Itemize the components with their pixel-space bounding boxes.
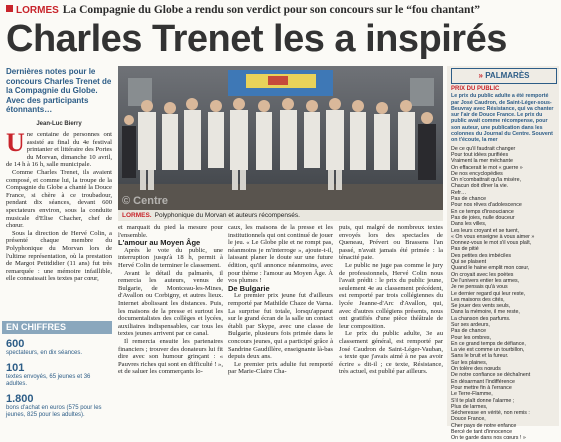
poem-line: Vraiment la mer méchante <box>451 158 513 165</box>
poem-line: On n'combattrait qu'la misère, <box>451 177 522 184</box>
figure-number: 1.800 <box>6 393 34 405</box>
kicker-text: La Compagnie du Globe a rendu son verdict pour son concours sur le “fou chantant” <box>62 4 481 16</box>
poem-line: Dans les villes, <box>451 221 487 228</box>
poem-line: On croyait avec les poètes <box>451 271 514 278</box>
poem-line: Le dernier regard qui leur reste, <box>451 290 526 297</box>
figure-description: textes envoyés, 65 jeunes et 36 adultes. <box>6 374 91 387</box>
article-paragraph: et marquait du pied la mesure pour l'ensemble. <box>118 224 223 239</box>
poem-line: Sécheresse en vérité, non remis : <box>451 410 530 417</box>
article-paragraph: Le prix du public adulte, 3e au classement général, est remporté par José Caudron de Saint-Léger-Vauban, « texte que j'avais aimé à ne pas avoir écrire » dit-il ; ce texte, Résistance, très actuel, est publié par ailleurs. <box>339 330 443 376</box>
drop-cap: U <box>6 128 25 157</box>
article-paragraph: Une centaine de personnes ont assisté au final du 4e festival printanier et littéraire des Portes du Morvan, dimanche 10 avril, de 14 h à 16 h, salle municipale. <box>6 128 112 169</box>
poem-line: « On vous enseigne à vous aimer » <box>451 233 535 240</box>
poem-line: Donnez-vous le mot s'il vous plaît, <box>451 240 532 247</box>
article-column-1 <box>6 128 112 311</box>
poem-line: Sur ses ardeurs, <box>451 321 490 328</box>
headline: Charles Trenet les a inspirés <box>6 18 507 60</box>
poem-line: Plus de larmes, <box>451 403 488 410</box>
poem-line: Cher pays de notre enfance <box>451 422 517 429</box>
poem-line: Pas de joies, nulle douceur <box>451 214 515 221</box>
article-paragraph: Après le vote du public, une interruption jusqu'à 18 h, permit à Hervé Colin de terminer le classement. <box>118 246 223 269</box>
poem-line: En ce temps d'insouciance <box>451 208 514 215</box>
caption-location: LORMES. <box>122 212 152 219</box>
kicker <box>6 3 556 17</box>
photo-watermark: © Centre <box>122 195 169 207</box>
poem-line: Refr… <box>451 189 467 196</box>
article-paragraph: Sous la direction de Hervé Colin, a présenté chaque membre du Polyphonique du Morvan lors de l'ultime représentation, où la prestation de Margot Petitdidier (11 ans) fut très remarquée : une mémoire infaillible, elle connaissait les textes par cœur, <box>6 229 112 283</box>
article-paragraph: Le premier prix adulte fut remporté par Marie-Claire Cha- <box>228 360 333 376</box>
palmares-label: PRIX DU PUBLIC <box>451 86 500 92</box>
article-paragraph: Le premier prix jeune fut d'ailleurs remporté par Mathilde Chaze de Varna. La surprise fut totale, lorsqu'apparut sur le grand écran de la salle un contact établi par Skype, avec une classe de Bulgarie, plusieurs fois primée dans le concours jeunes, qui a participé grâce à Sandrine Gaudillère, enseignante là-bas depuis deux ans. <box>228 292 333 361</box>
figure-item <box>6 362 112 388</box>
palmares-intro: Le prix du public adulte a été remporté par José Caudron, de Saint-Léger-sous-Beuvray avec Résistance, qui va chanter sur l'air de Douce France. Le prix du public avait comme récompense, pour son auteur, une publication dans les colonnes du Journal du Centre. Souvent on t'écoute, la mer <box>451 93 554 144</box>
choir-photo <box>118 66 443 210</box>
figure-number: 600 <box>6 338 25 350</box>
byline: Jean-Luc Bierry <box>36 121 82 127</box>
poem-line: Des petites des imbéciles <box>451 252 512 259</box>
article-paragraph: puis, qui malgré de nombreux textes envoyés lors des spectacles de Queneau, Prévert ou Brassens l'an passé, n'avait jamais été primée : la ténacité paie. <box>339 224 443 262</box>
poem-line: De nos encyclopédies <box>451 170 503 177</box>
article-column-2 <box>118 224 223 424</box>
poem-line: Le Terre-Flamme, <box>451 391 493 398</box>
poem-line: S'il te plaît donne l'alarme ; <box>451 397 515 404</box>
poem-line: Je ne pensais qu'à vous <box>451 284 508 291</box>
choir-photo-image <box>118 66 443 210</box>
figures-box-title: EN CHIFFRES <box>2 321 112 334</box>
figure-description: spectateurs, en dix séances. <box>6 350 83 356</box>
figure-item <box>6 338 112 357</box>
figure-item <box>6 393 112 419</box>
poem-line: Se jouer des vents seuls, <box>451 303 511 310</box>
poem-line: Quand le haine emplit mon cœur, <box>451 265 530 272</box>
chapo: Dernières notes pour le concours Charles Trenet de la Compagnie du Globe. Avec des participants étonnants… <box>6 67 112 115</box>
poem-line: De ce qu'il faudrait changer <box>451 145 516 152</box>
poem-line: Sans le bruit et la fureur. <box>451 353 509 360</box>
bullet-square-icon <box>6 5 13 12</box>
poem-line: Les leurs croyant et se tuent, <box>451 227 520 234</box>
poem-line: En désarmant l'indifférence <box>451 378 515 385</box>
poem-line: On effacerait le mot « guerre » <box>451 164 523 171</box>
poem-line: Pour tout idées purifiées <box>451 151 509 158</box>
figure-number: 101 <box>6 362 25 374</box>
poem-line: Dans la mémoire, il me reste, <box>451 309 520 316</box>
poem-line: Bercé de tant d'innocence <box>451 429 513 436</box>
chevron-right-icon: » <box>478 71 483 80</box>
figure-description: bons d'achat en euros (575 pour les jeunes, 825 pour les adultes). <box>6 405 102 418</box>
palmares-title: » PALMARÈS <box>451 68 557 84</box>
article-subheading: De Bulgarie <box>228 283 270 293</box>
photo-caption <box>118 210 443 221</box>
poem-line: La vie est comme un tourbillon, <box>451 347 525 354</box>
poem-line: En ce grand temps de défiance, <box>451 340 526 347</box>
poem-line: Pas de pitié <box>451 246 479 253</box>
poem-line: Pour nos rêves d'adolescence <box>451 202 522 209</box>
article-paragraph: Il remercia ensuite les partenaires financiers ; trouver des donateurs lui fit dire avec son humour grinçant : « Pauvres riches qui sont en difficulté ! », et de saluer les commerçants lo- <box>118 337 223 376</box>
poem-line: Douce France, <box>451 416 486 423</box>
poem-line: Chacun doit dîner la vie. <box>451 183 509 190</box>
poem-line: On te garde dans nos cœurs ! » <box>451 435 526 442</box>
poem-line: Pour mettre fin à l'errance <box>451 384 512 391</box>
palmares-body <box>451 86 555 442</box>
poem-lines <box>451 146 555 442</box>
poem-line: De l'univers entier les armes, <box>451 277 520 284</box>
poem-line: Qui se plaisent <box>451 259 487 266</box>
poem-line: Pas de chance <box>451 328 487 335</box>
poem-line: On tolère des nœuds <box>451 366 501 373</box>
article-subheading: L'amour au Moyen Âge <box>118 238 201 248</box>
article-column-3 <box>228 224 333 424</box>
article-column-4 <box>339 224 443 424</box>
article-paragraph: caux, les maisons de la presse et les institutionnels qui ont continué de jouer le jeu. « Le Globe plie et ne rompt pas, néanmoins je m'interroge », ajoute-t-il, laissant planer le doute sur une future édition, qu'il annonce néanmoins, avec pour thème : l'amour au Moyen Âge. À vos plumes ! <box>228 224 333 285</box>
poem-line: Les maisons des cités, <box>451 296 505 303</box>
article-paragraph: Avant le détail du palmarès, il remercia les auteurs, venus de Bulgarie, de Montceau-les-Mines, d'Avallon ou Corbigny, et autres lieux. Internet abolissant les distances. Puis, les maisons de la presse et surtout les documentalistes des collèges et lycées, auxiliaires indispensables, car tous les textes jeunes arrivent par ce canal. <box>118 269 223 338</box>
poem-line: Sur les plaines, <box>451 359 488 366</box>
poem-line: Pas de chance <box>451 196 487 203</box>
poem-line: Pour les ombres, <box>451 334 492 341</box>
caption-text: Polyphonique du Morvan et auteurs récompensés. <box>154 212 300 219</box>
poem-line: La chanson des parfums. <box>451 315 511 322</box>
article-paragraph: Comme Charles Trenet, ils avaient composé, et comme lui, la troupe de la Compagnie du Globe a chanté la Douce France, si chère à ce troubadour, pendant dix séances, devant 600 spectateurs environ, sous la conduite musicale d'Elise Chacher, chef de chœur. <box>6 168 112 230</box>
article-paragraph: Le public ne juge pas comme le jury de professionnels, Hervé Colin nous l'avait prédit : le prix du public jeune, seulement 4e au classement précédent, est remporté par trois collégiennes du lycée Jeanne-d'Arc d'Avallon, qui, avec d'autres collégiens présents, nous ont gratifiés d'une pièce théâtrale de leur composition. <box>339 261 443 330</box>
poem-line: De notre confiance se déchaînent <box>451 372 531 379</box>
kicker-location: LORMES <box>16 5 59 16</box>
